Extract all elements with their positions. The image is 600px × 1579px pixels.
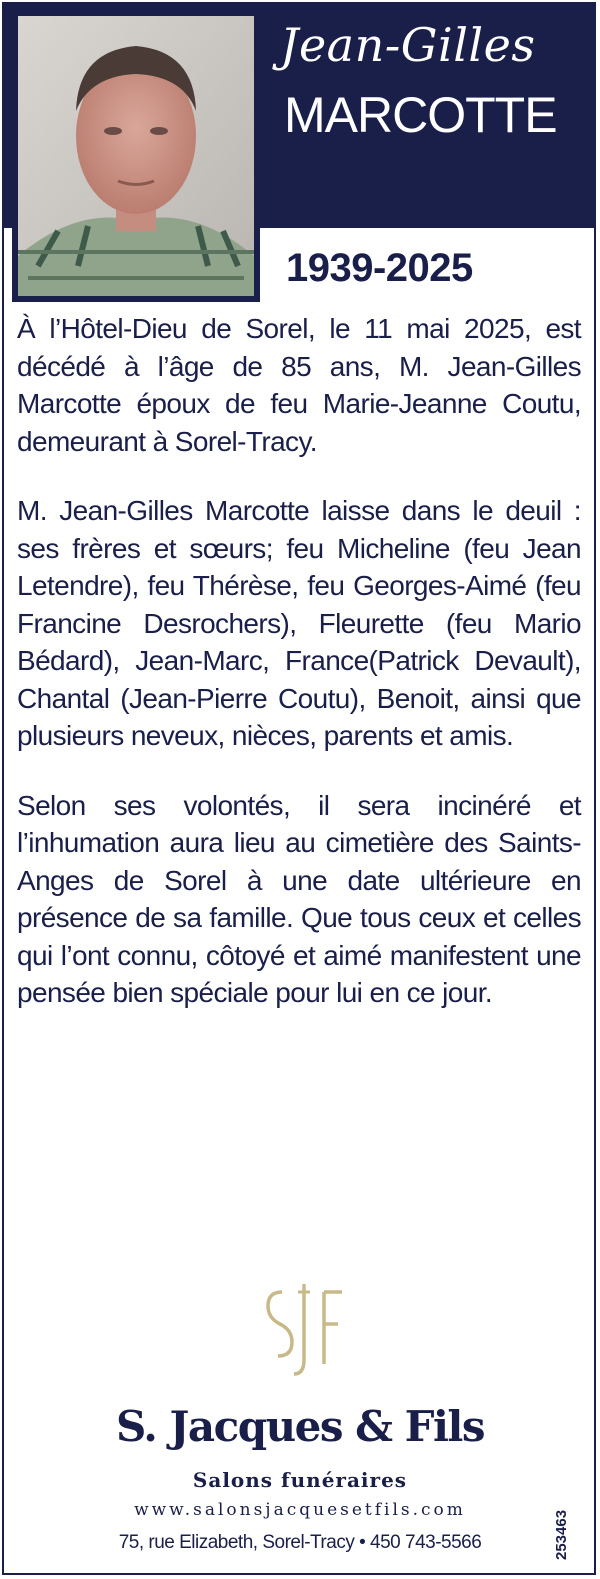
funeral-home-address: 75, rue Elizabeth, Sorel-Tracy • 450 743-5566 [118, 1532, 482, 1553]
deceased-last-name: MARCOTTE [284, 87, 557, 143]
obituary-paragraph: M. Jean-Gilles Marcotte laisse dans le deuil : ses frères et sœurs; feu Micheline (feu Jean Letendre), feu Thérèse, feu Georges-Aimé (feu Francine Desrochers), Fleurette (feu Mario Bédard), Jean-Marc, France(Patrick Devault), Chantal (Jean-Pierre Coutu), Benoit, ainsi que plusieurs neveux, nièces, parents et amis. [17, 495, 581, 751]
obituary-paragraph: À l’Hôtel-Dieu de Sorel, le 11 mai 2025, est décédé à l’âge de 85 ans, M. Jean-Gilles Marcotte époux de feu Marie-Jeanne Coutu, demeurant à Sorel-Tracy. [17, 313, 581, 457]
funeral-home-tagline: Salons funéraires [192, 1468, 408, 1492]
deceased-first-name: Jean-Gilles [280, 18, 536, 72]
ad-reference-code: 253463 [553, 1509, 570, 1560]
obituary-paragraph: Selon ses volontés, il sera incinéré et l’inhumation aura lieu au cimetière des Saints-Anges de Sorel à une date ultérieure en présence de sa famille. Que tous ceux et celles qui l’ont connu, côtoyé et aimé manifestent une pensée bien spéciale pour lui en ce jour. [17, 789, 581, 1008]
portrait-frame [12, 10, 260, 302]
funeral-home-website[interactable]: www.salonsjacquesetfils.com [134, 1500, 466, 1520]
portrait-photo [18, 16, 254, 296]
funeral-home-name: S. Jacques & Fils [115, 1402, 485, 1451]
life-years: 1939-2025 [286, 246, 473, 290]
sjf-monogram-logo [262, 1284, 346, 1376]
obituary-body [17, 310, 581, 1044]
